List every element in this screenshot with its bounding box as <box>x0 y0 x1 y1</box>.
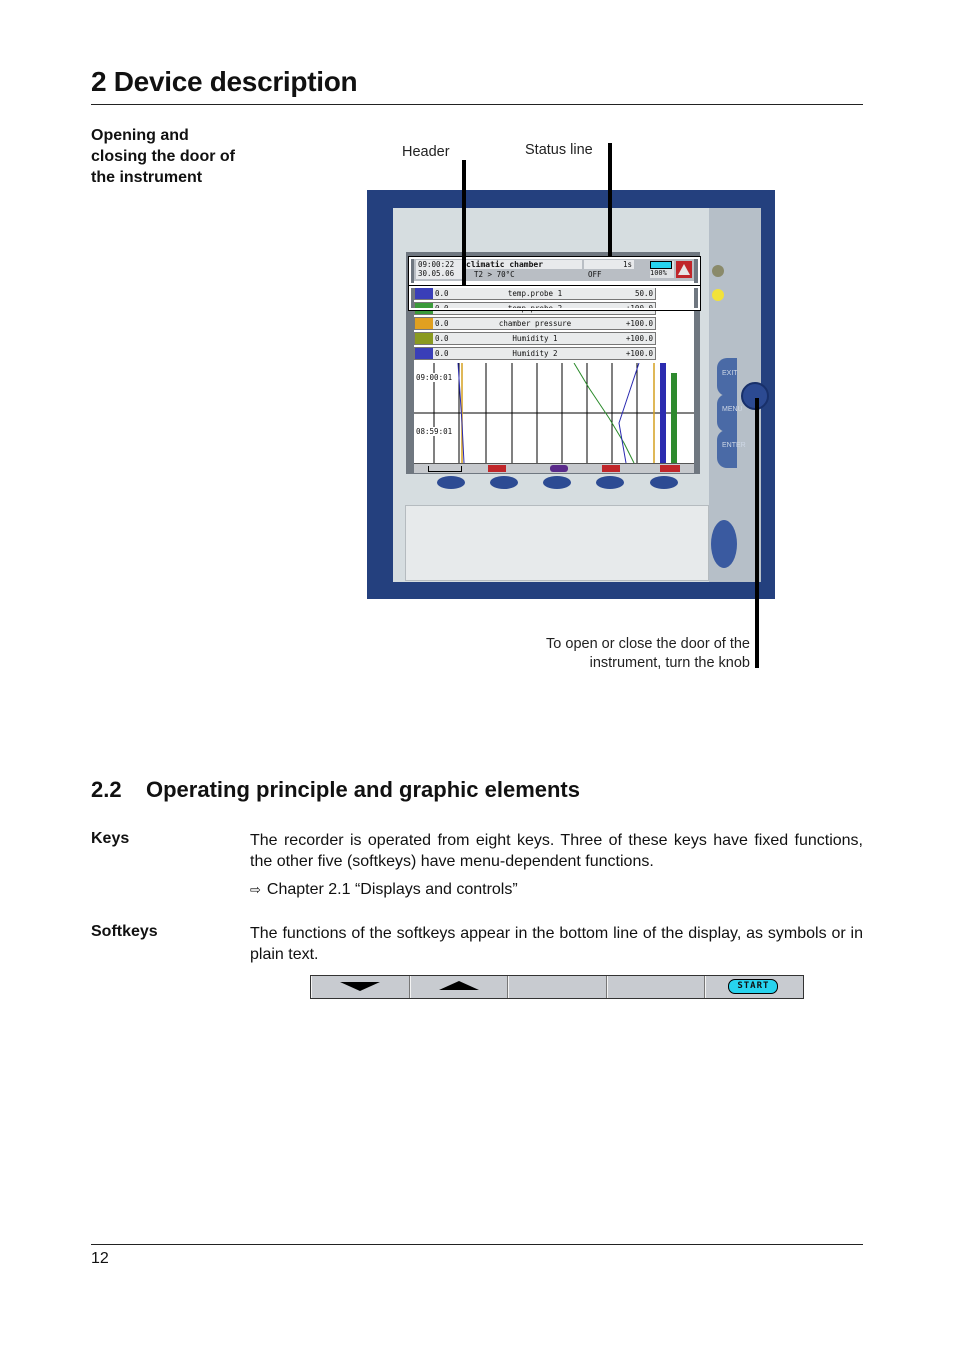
knob-callout-line <box>755 398 759 668</box>
display-interval: 1s <box>584 260 634 269</box>
softkey-bar <box>310 975 804 999</box>
channel-max: +100.0 <box>625 349 653 358</box>
display-status-state: OFF <box>588 270 602 279</box>
time-mark-1: 09:00:01 <box>416 373 453 382</box>
channel-max: +100.0 <box>625 319 653 328</box>
display-date: 30.05.06 <box>418 269 455 278</box>
keys-label: Keys <box>91 830 130 847</box>
keys-reference <box>250 881 518 899</box>
chapter-title: 2 Device description <box>91 66 358 97</box>
arrow-down-icon <box>340 982 380 991</box>
trend-chart <box>414 363 694 463</box>
display-title: climatic chamber <box>466 260 582 269</box>
status-led-1 <box>712 265 724 277</box>
channel-name: temp.probe 1 <box>507 289 563 298</box>
exit-key[interactable]: EXIT <box>717 358 737 396</box>
figure-side-heading: Opening and closing the door of the instrument <box>91 127 235 186</box>
softkey-hardware-button-2[interactable] <box>490 476 518 489</box>
softkey-hardware-button-4[interactable] <box>596 476 624 489</box>
knob-callout-text: To open or close the door of the instrument, turn the knob <box>546 636 750 671</box>
softkeys-label: Softkeys <box>91 923 158 940</box>
channel-color-bar <box>415 318 433 329</box>
channel-name: temp.probe 2 <box>507 304 563 313</box>
display-softkey-3 <box>550 465 568 472</box>
channel-value: 0.0 <box>435 334 449 343</box>
softkey-start[interactable] <box>705 976 803 998</box>
display-softkey-5 <box>660 465 680 472</box>
channel-max: 50.0 <box>634 289 653 298</box>
channel-row <box>414 332 656 345</box>
connector-icon <box>711 520 737 568</box>
channel-name: chamber pressure <box>498 319 572 328</box>
display-softkey-1 <box>428 466 462 472</box>
softkey-hardware-button-5[interactable] <box>650 476 678 489</box>
time-mark-2: 08:59:01 <box>416 427 453 436</box>
display-memory: 100% <box>650 269 667 277</box>
channel-name: Humidity 2 <box>512 349 558 358</box>
header-callout-line <box>462 160 466 286</box>
section-title: Operating principle and graphic elements <box>146 777 580 802</box>
softkey-hardware-button-3[interactable] <box>543 476 571 489</box>
menu-key[interactable]: MENU <box>717 394 737 432</box>
channel-name: Humidity 1 <box>512 334 558 343</box>
enter-key[interactable]: ENTER <box>717 430 737 468</box>
arrow-up-icon <box>439 981 479 990</box>
display-status-text: T2 > 70°C <box>474 270 515 279</box>
arrow-right-icon: ⇨ <box>250 883 261 898</box>
softkey-up[interactable] <box>410 976 509 998</box>
start-label: START <box>728 979 778 994</box>
channel-max: +100.0 <box>625 334 653 343</box>
channel-color-bar <box>415 333 433 344</box>
status-line-callout-line <box>608 143 612 257</box>
channel-value: 0.0 <box>435 319 449 328</box>
softkey-empty-1[interactable] <box>508 976 607 998</box>
channel-row <box>414 347 656 360</box>
softkeys-paragraph: The functions of the softkeys appear in the bottom line of the display, as symbols or in plain text. <box>250 925 863 963</box>
channel-max: +100.0 <box>625 304 653 313</box>
footer-rule <box>91 1244 863 1245</box>
display-softkey-row <box>414 463 694 473</box>
channel-color-bar <box>415 348 433 359</box>
status-led-2 <box>712 289 724 301</box>
keys-reference-link[interactable]: Chapter 2.1 “Displays and controls” <box>266 881 518 898</box>
channel-value: 0.0 <box>435 304 449 313</box>
display-time: 09:00:22 <box>418 260 455 269</box>
display-softkey-4 <box>602 465 620 472</box>
section-heading <box>91 777 580 803</box>
page-number: 12 <box>91 1250 109 1267</box>
channel-row <box>414 317 656 330</box>
channel-value: 0.0 <box>435 289 449 298</box>
section-number: 2.2 <box>91 777 122 802</box>
softkey-empty-2[interactable] <box>607 976 706 998</box>
softkey-down[interactable] <box>311 976 410 998</box>
callout-status-line-label: Status line <box>525 142 593 158</box>
display-softkey-2 <box>488 465 506 472</box>
paper-tray <box>405 505 709 581</box>
trend-chart-svg <box>414 363 694 463</box>
channel-value: 0.0 <box>435 349 449 358</box>
header-rule <box>91 104 863 105</box>
status-line-highlight <box>409 257 700 285</box>
header-highlight <box>409 286 700 310</box>
softkey-hardware-button-1[interactable] <box>437 476 465 489</box>
callout-header-label: Header <box>402 144 450 160</box>
keys-paragraph: The recorder is operated from eight keys. Three of these keys have fixed functions, the other five (softkeys) have menu-dependent functions. <box>250 832 863 870</box>
